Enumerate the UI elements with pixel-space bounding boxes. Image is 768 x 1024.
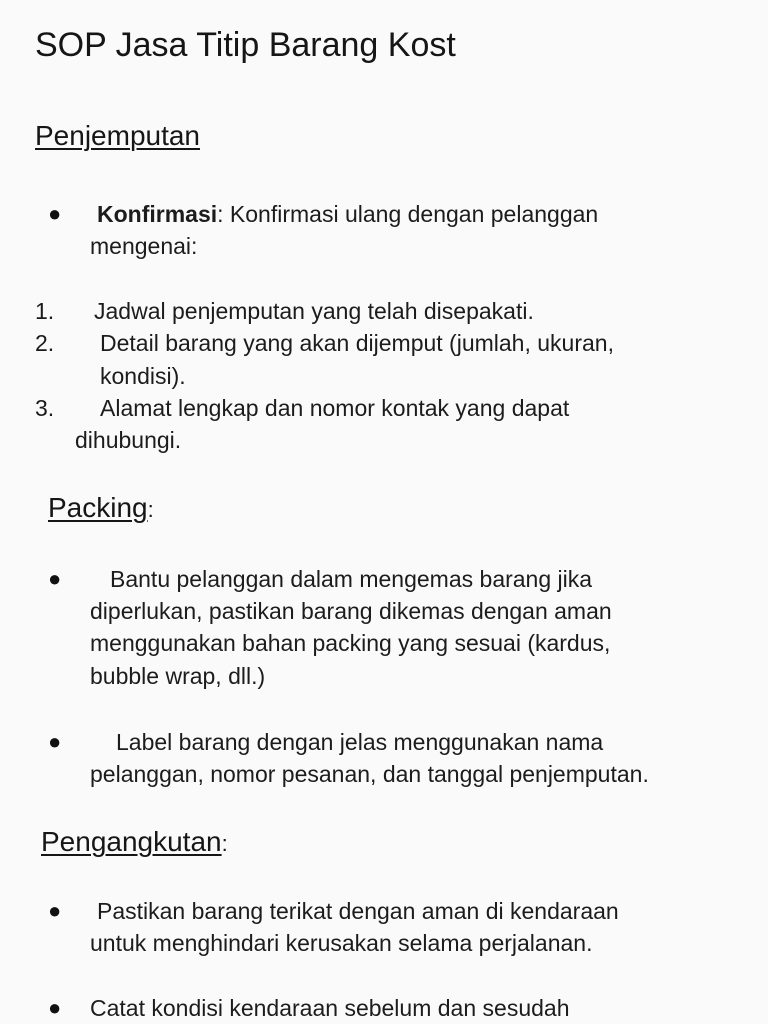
list-item-text: : Konfirmasi ulang dengan pelanggan <box>217 201 599 227</box>
list-item-text-cont: untuk menghindari kerusakan selama perjalanan. <box>90 930 593 956</box>
section-heading-pengangkutan <box>41 824 228 862</box>
list-item-text-cont: pelanggan, nomor pesanan, dan tanggal penjemputan. <box>90 761 649 787</box>
section-heading-packing <box>48 490 154 528</box>
list-number: 3. <box>35 395 55 421</box>
numbered-item-text-cont: dihubungi. <box>75 427 182 453</box>
list-item-text-cont: bubble wrap, dll.) <box>90 663 266 689</box>
bullet-icon: ● <box>48 898 62 923</box>
section-heading-penjemputan <box>35 118 200 154</box>
document-title: SOP Jasa Titip Barang Kost <box>35 26 456 64</box>
list-item-text: Bantu pelanggan dalam mengemas barang jika <box>110 566 593 592</box>
numbered-item-text-cont: kondisi). <box>100 363 186 389</box>
bullet-icon: ● <box>48 566 62 591</box>
list-item-text-cont: menggunakan bahan packing yang sesuai (kardus, <box>90 630 611 656</box>
list-item-text: Catat kondisi kendaraan sebelum dan sesudah <box>90 995 570 1021</box>
numbered-item-text: Alamat lengkap dan nomor kontak yang dapat <box>100 395 570 421</box>
list-item-term: Konfirmasi <box>97 201 218 227</box>
section-heading-colon: : <box>221 831 228 856</box>
list-number: 1. <box>35 298 55 324</box>
section-heading-text: Pengangkutan <box>41 826 222 857</box>
bullet-icon: ● <box>48 201 62 226</box>
bullet-icon: ● <box>48 729 62 754</box>
list-item-text: Label barang dengan jelas menggunakan nama <box>116 729 604 755</box>
list-item-konfirmasi <box>97 198 598 230</box>
list-item-text: Pastikan barang terikat dengan aman di kendaraan <box>97 898 619 924</box>
list-number: 2. <box>35 330 55 356</box>
section-heading-text: Packing <box>48 492 148 523</box>
list-item-text-cont: diperlukan, pastikan barang dikemas dengan aman <box>90 598 612 624</box>
bullet-icon: ● <box>48 995 62 1020</box>
list-item-text-cont: mengenai: <box>90 233 198 259</box>
section-heading-colon: : <box>147 497 154 522</box>
section-heading-text: Penjemputan <box>35 120 201 151</box>
numbered-item-text: Detail barang yang akan dijemput (jumlah, ukuran, <box>100 330 614 356</box>
numbered-item-text: Jadwal penjemputan yang telah disepakati. <box>94 298 534 324</box>
